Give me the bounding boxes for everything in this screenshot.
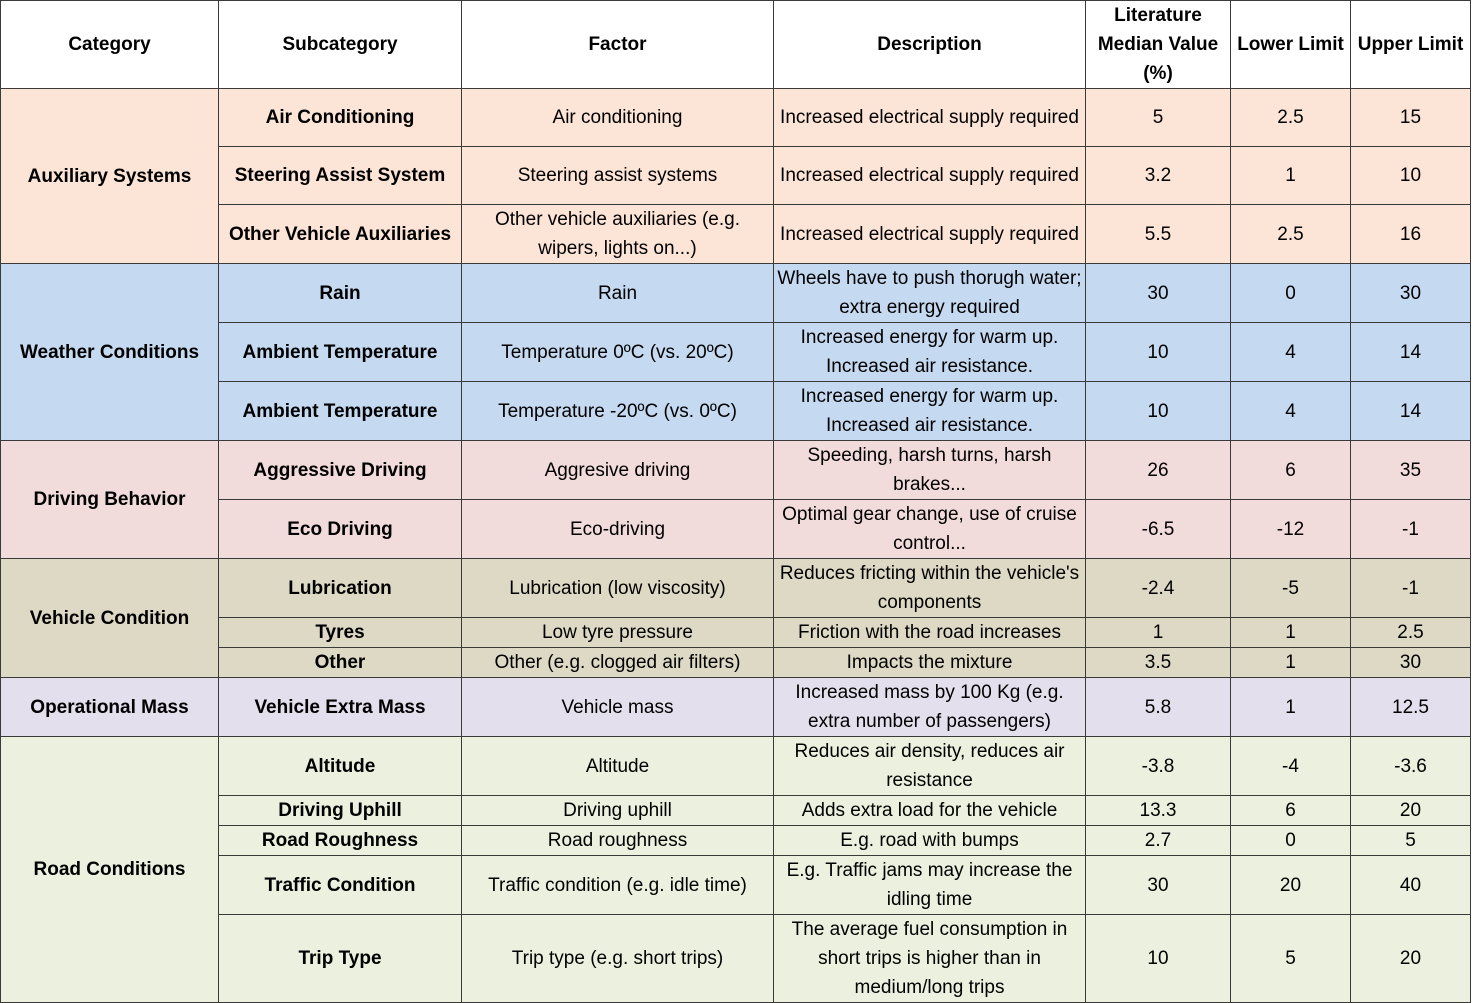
- table-row: [1, 826, 1471, 856]
- median-cell: 5.8: [1086, 678, 1231, 737]
- factor-cell: Air conditioning: [462, 89, 774, 147]
- upper-cell: 30: [1351, 264, 1471, 323]
- header-subcategory: Subcategory: [219, 1, 462, 89]
- header-category: Category: [1, 1, 219, 89]
- lower-cell: 4: [1231, 323, 1351, 382]
- table-row: [1, 678, 1471, 737]
- category-cell: Driving Behavior: [1, 441, 219, 559]
- median-cell: 5: [1086, 89, 1231, 147]
- subcategory-cell: Trip Type: [219, 915, 462, 1003]
- subcategory-cell: Eco Driving: [219, 500, 462, 559]
- factor-cell: Other vehicle auxiliaries (e.g. wipers, lights on...): [462, 205, 774, 264]
- lower-cell: 1: [1231, 678, 1351, 737]
- upper-cell: 20: [1351, 915, 1471, 1003]
- lower-cell: 6: [1231, 441, 1351, 500]
- median-cell: 3.2: [1086, 147, 1231, 205]
- table-row: [1, 147, 1471, 205]
- description-cell: Increased electrical supply required: [774, 147, 1086, 205]
- lower-cell: 5: [1231, 915, 1351, 1003]
- header-description: Description: [774, 1, 1086, 89]
- median-cell: 13.3: [1086, 796, 1231, 826]
- description-cell: Increased energy for warm up. Increased air resistance.: [774, 382, 1086, 441]
- lower-cell: 1: [1231, 618, 1351, 648]
- upper-cell: 5: [1351, 826, 1471, 856]
- factor-cell: Trip type (e.g. short trips): [462, 915, 774, 1003]
- table-row: [1, 264, 1471, 323]
- lower-cell: 6: [1231, 796, 1351, 826]
- factor-cell: Vehicle mass: [462, 678, 774, 737]
- upper-cell: -1: [1351, 559, 1471, 618]
- header-factor: Factor: [462, 1, 774, 89]
- median-cell: 10: [1086, 323, 1231, 382]
- lower-cell: 2.5: [1231, 89, 1351, 147]
- description-cell: Increased electrical supply required: [774, 89, 1086, 147]
- subcategory-cell: Road Roughness: [219, 826, 462, 856]
- upper-cell: 10: [1351, 147, 1471, 205]
- description-cell: Increased energy for warm up. Increased air resistance.: [774, 323, 1086, 382]
- description-cell: E.g. Traffic jams may increase the idling time: [774, 856, 1086, 915]
- header-row: [1, 1, 1471, 89]
- table-row: [1, 500, 1471, 559]
- category-cell: Vehicle Condition: [1, 559, 219, 678]
- lower-cell: -4: [1231, 737, 1351, 796]
- median-cell: 5.5: [1086, 205, 1231, 264]
- header-upper: Upper Limit: [1351, 1, 1471, 89]
- lower-cell: -12: [1231, 500, 1351, 559]
- subcategory-cell: Vehicle Extra Mass: [219, 678, 462, 737]
- table-row: [1, 856, 1471, 915]
- lower-cell: 1: [1231, 648, 1351, 678]
- factor-cell: Road roughness: [462, 826, 774, 856]
- median-cell: 26: [1086, 441, 1231, 500]
- upper-cell: 30: [1351, 648, 1471, 678]
- subcategory-cell: Ambient Temperature: [219, 382, 462, 441]
- category-cell: Auxiliary Systems: [1, 89, 219, 264]
- subcategory-cell: Traffic Condition: [219, 856, 462, 915]
- factor-cell: Other (e.g. clogged air filters): [462, 648, 774, 678]
- median-cell: 1: [1086, 618, 1231, 648]
- table-row: [1, 618, 1471, 648]
- factor-cell: Traffic condition (e.g. idle time): [462, 856, 774, 915]
- description-cell: Friction with the road increases: [774, 618, 1086, 648]
- upper-cell: -1: [1351, 500, 1471, 559]
- table-row: [1, 648, 1471, 678]
- factor-cell: Eco-driving: [462, 500, 774, 559]
- description-cell: Reduces air density, reduces air resistance: [774, 737, 1086, 796]
- table-row: [1, 323, 1471, 382]
- median-cell: 3.5: [1086, 648, 1231, 678]
- upper-cell: 14: [1351, 323, 1471, 382]
- subcategory-cell: Aggressive Driving: [219, 441, 462, 500]
- lower-cell: -5: [1231, 559, 1351, 618]
- subcategory-cell: Steering Assist System: [219, 147, 462, 205]
- median-cell: 10: [1086, 382, 1231, 441]
- factor-cell: Temperature -20ºC (vs. 0ºC): [462, 382, 774, 441]
- subcategory-cell: Ambient Temperature: [219, 323, 462, 382]
- header-lower: Lower Limit: [1231, 1, 1351, 89]
- subcategory-cell: Other Vehicle Auxiliaries: [219, 205, 462, 264]
- upper-cell: 12.5: [1351, 678, 1471, 737]
- median-cell: -3.8: [1086, 737, 1231, 796]
- factor-cell: Driving uphill: [462, 796, 774, 826]
- table-row: [1, 796, 1471, 826]
- lower-cell: 1: [1231, 147, 1351, 205]
- upper-cell: 15: [1351, 89, 1471, 147]
- factor-cell: Temperature 0ºC (vs. 20ºC): [462, 323, 774, 382]
- description-cell: Reduces fricting within the vehicle's components: [774, 559, 1086, 618]
- subcategory-cell: Driving Uphill: [219, 796, 462, 826]
- description-cell: Wheels have to push thorugh water; extra energy required: [774, 264, 1086, 323]
- table-row: [1, 441, 1471, 500]
- description-cell: Increased mass by 100 Kg (e.g. extra number of passengers): [774, 678, 1086, 737]
- factor-cell: Lubrication (low viscosity): [462, 559, 774, 618]
- upper-cell: 40: [1351, 856, 1471, 915]
- description-cell: The average fuel consumption in short trips is higher than in medium/long trips: [774, 915, 1086, 1003]
- upper-cell: 20: [1351, 796, 1471, 826]
- category-cell: Road Conditions: [1, 737, 219, 1003]
- subcategory-cell: Altitude: [219, 737, 462, 796]
- subcategory-cell: Other: [219, 648, 462, 678]
- lower-cell: 4: [1231, 382, 1351, 441]
- subcategory-cell: Tyres: [219, 618, 462, 648]
- median-cell: 30: [1086, 264, 1231, 323]
- subcategory-cell: Rain: [219, 264, 462, 323]
- table-row: [1, 205, 1471, 264]
- upper-cell: -3.6: [1351, 737, 1471, 796]
- table-row: [1, 559, 1471, 618]
- median-cell: -6.5: [1086, 500, 1231, 559]
- table-row: [1, 382, 1471, 441]
- description-cell: Optimal gear change, use of cruise control...: [774, 500, 1086, 559]
- table-row: [1, 737, 1471, 796]
- description-cell: Speeding, harsh turns, harsh brakes...: [774, 441, 1086, 500]
- upper-cell: 35: [1351, 441, 1471, 500]
- factor-cell: Low tyre pressure: [462, 618, 774, 648]
- description-cell: Impacts the mixture: [774, 648, 1086, 678]
- median-cell: 10: [1086, 915, 1231, 1003]
- subcategory-cell: Air Conditioning: [219, 89, 462, 147]
- subcategory-cell: Lubrication: [219, 559, 462, 618]
- median-cell: 30: [1086, 856, 1231, 915]
- header-median: Literature Median Value (%): [1086, 1, 1231, 89]
- upper-cell: 14: [1351, 382, 1471, 441]
- median-cell: -2.4: [1086, 559, 1231, 618]
- table-row: [1, 89, 1471, 147]
- description-cell: E.g. road with bumps: [774, 826, 1086, 856]
- lower-cell: 2.5: [1231, 205, 1351, 264]
- lower-cell: 0: [1231, 264, 1351, 323]
- median-cell: 2.7: [1086, 826, 1231, 856]
- description-cell: Increased electrical supply required: [774, 205, 1086, 264]
- factor-cell: Aggresive driving: [462, 441, 774, 500]
- category-cell: Operational Mass: [1, 678, 219, 737]
- table-row: [1, 915, 1471, 1003]
- upper-cell: 16: [1351, 205, 1471, 264]
- category-cell: Weather Conditions: [1, 264, 219, 441]
- lower-cell: 20: [1231, 856, 1351, 915]
- upper-cell: 2.5: [1351, 618, 1471, 648]
- factor-cell: Rain: [462, 264, 774, 323]
- factor-cell: Altitude: [462, 737, 774, 796]
- factor-cell: Steering assist systems: [462, 147, 774, 205]
- description-cell: Adds extra load for the vehicle: [774, 796, 1086, 826]
- lower-cell: 0: [1231, 826, 1351, 856]
